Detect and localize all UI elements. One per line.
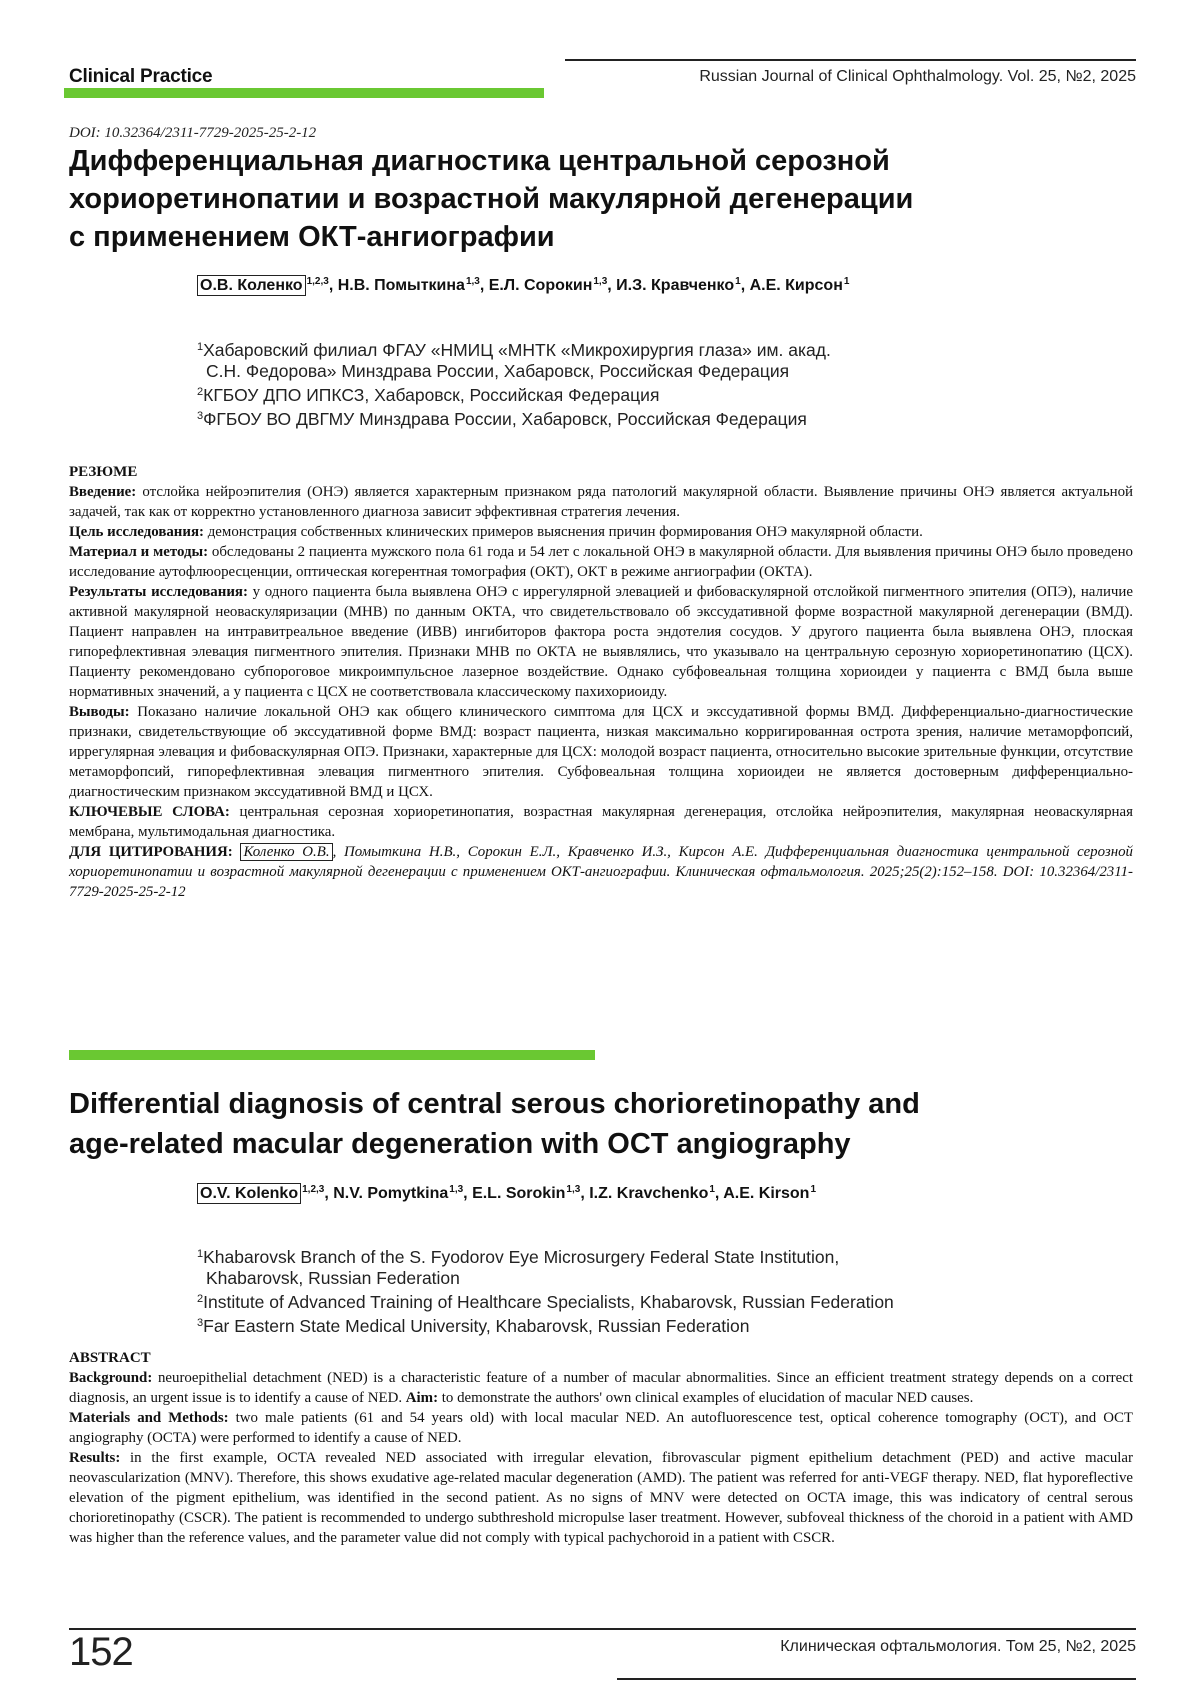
author-sup: 1,3 xyxy=(593,276,607,287)
summary-results xyxy=(69,582,1133,702)
ru-affiliation: КГБОУ ДПО ИПКСЗ, Хабаровск, Российская Федерация xyxy=(203,385,659,405)
affil-sup: 1 xyxy=(197,1248,203,1260)
text: to demonstrate the authors' own clinical examples of elucidation of macular NED causes. xyxy=(438,1390,973,1406)
section-divider-bar xyxy=(69,1050,595,1060)
en-author: , N.V. Pomytkina xyxy=(324,1185,448,1202)
abstract-results xyxy=(69,1448,1133,1548)
en-affiliations xyxy=(197,1244,894,1337)
en-title-line: Differential diagnosis of central serous chorioretinopathy and xyxy=(69,1084,1109,1124)
label: КЛЮЧЕВЫЕ СЛОВА: xyxy=(69,804,230,820)
summary-citation xyxy=(69,842,1133,902)
affil-sup: 2 xyxy=(197,386,203,398)
label: Материал и методы: xyxy=(69,544,208,560)
citation-author-boxed: Коленко О.В. xyxy=(240,843,332,861)
ru-affiliation: ФГБОУ ВО ДВГМУ Минздрава России, Хабаровск, Российская Федерация xyxy=(203,409,807,429)
text: демонстрация собственных клинических примеров выяснения причин формирования ОНЭ макулярной области. xyxy=(204,524,923,540)
ru-title-line: хориоретинопатии и возрастной макулярной дегенерации xyxy=(69,180,1109,218)
en-affiliation: Khabarovsk Branch of the S. Fyodorov Eye Microsurgery Federal State Institution, xyxy=(203,1247,839,1267)
footer-rule-left xyxy=(69,1628,1136,1630)
text: neuroepithelial detachment (NED) is a characteristic feature of a number of macular abnormalities. Since an efficient treatment strategy depends on a correct diagnosis, an urgent issue is to identify a cause of NED. xyxy=(69,1370,1133,1406)
en-abstract xyxy=(69,1348,1133,1548)
en-title xyxy=(69,1084,1109,1164)
affil-sup: 2 xyxy=(197,1293,203,1305)
ru-author: , Е.Л. Сорокин xyxy=(480,277,593,294)
footer-rule-right xyxy=(617,1678,1136,1680)
abstract-methods xyxy=(69,1408,1133,1448)
ru-affiliation: С.Н. Федорова» Минздрава России, Хабаровск, Российская Федерация xyxy=(197,361,831,382)
en-title-line: age-related macular degeneration with OCT angiography xyxy=(69,1124,1109,1164)
author-sup: 1,3 xyxy=(449,1184,463,1195)
summary-heading: РЕЗЮМЕ xyxy=(69,462,1133,482)
summary-aim xyxy=(69,522,1133,542)
summary-keywords xyxy=(69,802,1133,842)
doi: DOI: 10.32364/2311-7729-2025-25-2-12 xyxy=(69,125,316,142)
affil-sup: 3 xyxy=(197,1317,203,1329)
ru-author: , Н.В. Помыткина xyxy=(329,277,465,294)
ru-summary xyxy=(69,462,1133,902)
text: in the first example, OCTA revealed NED associated with irregular elevation, fibrovascular pigment epithelium detachment (PED) and active macular neovascularization (MNV). Therefore, this shows exudative age-related macular degeneration (AMD). The patient was referred for anti-VEGF therapy. NED, flat hyporeflective elevation of the pigment epithelium, was identified in the second patient. As no signs of MNV were detected on OCTA image, this was indicatory of central serous chorioretinopathy (CSCR). The patient is recommended to undergo subthreshold micropulse laser treatment. However, subfoveal thickness of the choroid in a patient with AMD was higher than the reference values, and the parameter value did not comply with typical pachychoroid in a patient with CSCR. xyxy=(69,1450,1133,1546)
en-authors xyxy=(197,1184,816,1203)
label: Выводы: xyxy=(69,704,130,720)
ru-affiliation: Хабаровский филиал ФГАУ «НМИЦ «МНТК «Микрохирургия глаза» им. акад. xyxy=(203,340,831,360)
en-author: , I.Z. Kravchenko xyxy=(580,1185,708,1202)
journal-footer: Клиническая офтальмология. Том 25, №2, 2025 xyxy=(780,1638,1136,1656)
label: ДЛЯ ЦИТИРОВАНИЯ: xyxy=(69,844,233,860)
author-sup: 1 xyxy=(735,276,741,287)
label: Results: xyxy=(69,1450,120,1466)
citation-text: , Помыткина Н.В., Сорокин Е.Л., Кравченко И.З., Кирсон А.Е. Дифференциальная диагностика центральной серозной хориоретинопатии и возрастной макулярной дегенерации с применением ОКТ-ангиографии. Клиническая офтальмология. 2025;25(2):152–158. DOI: 10.32364/2311-7729-2025-25-2-12 xyxy=(69,844,1133,900)
header-accent-bar xyxy=(64,88,544,98)
label: Введение: xyxy=(69,484,136,500)
ru-title xyxy=(69,142,1109,256)
ru-author: , И.З. Кравченко xyxy=(607,277,734,294)
ru-affiliations xyxy=(197,337,831,430)
summary-conclusions xyxy=(69,702,1133,802)
affil-sup: 3 xyxy=(197,410,203,422)
abstract-background xyxy=(69,1368,1133,1408)
en-author: , A.E. Kirson xyxy=(715,1185,810,1202)
text: Показано наличие локальной ОНЭ как общего клинического симптома для ЦСХ и экссудативной формы ВМД. Дифференциально-диагностические признаки, свидетельствующие об экссудативной форме ВМД: возраст пациента, низкая максимально корригированная острота зрения, наличие метаморфопсий, иррегулярная элевация и фибоваскулярная ОПЭ. Признаки, характерные для ЦСХ: молодой возраст пациента, относительно высокие зрительные функции, отсутствие метаморфопсий, гипорефлективная элевация пигментного эпителия. Субфовеальная толщина хориоидеи не является достоверным дифференциально-диагностическим признаком экссудативной ВМД и ЦСХ. xyxy=(69,704,1133,800)
summary-methods xyxy=(69,542,1133,582)
en-affiliation: Institute of Advanced Training of Healthcare Specialists, Khabarovsk, Russian Federation xyxy=(203,1292,894,1312)
ru-title-line: с применением ОКТ-ангиографии xyxy=(69,218,1109,256)
section-label: Clinical Practice xyxy=(69,66,212,88)
journal-header: Russian Journal of Clinical Ophthalmology. Vol. 25, №2, 2025 xyxy=(699,68,1136,86)
summary-introduction xyxy=(69,482,1133,522)
label: Результаты исследования: xyxy=(69,584,248,600)
author-sup: 1,2,3 xyxy=(307,276,329,287)
author-sup: 1 xyxy=(844,276,850,287)
abstract-heading: ABSTRACT xyxy=(69,1348,1133,1368)
text: обследованы 2 пациента мужского пола 61 года и 54 лет с локальной ОНЭ в макулярной области. Для выявления причины ОНЭ было проведено исследование аутофлюоресценции, оптическая когерентная томография (ОКТ), ОКТ в режиме ангиографии (ОКТА). xyxy=(69,544,1133,580)
page-number: 152 xyxy=(69,1630,133,1675)
en-author: , E.L. Sorokin xyxy=(463,1185,565,1202)
label: Materials and Methods: xyxy=(69,1410,229,1426)
text: у одного пациента была выявлена ОНЭ с иррегулярной элевацией и фибоваскулярной отслойкой пигментного эпителия (ОПЭ), наличие активной макулярной неоваскуляризации (МНВ) по данным ОКТА, что свидетельствовало об экссудативной форме возрастной макулярной дегенерации (ВМД). Пациент направлен на интравитреальное введение (ИВВ) ингибиторов фактора роста эндотелия сосудов. У другого пациента была выявлена ОНЭ, плоская гипорефлективная элевация пигментного эпителия. Признаки МНВ по ОКТА не выявлялись, что указывало на центральную серозную хориоретинопатию (ЦСХ). Пациенту рекомендовано субпороговое микроимпульсное лазерное воздействие. Однако субфовеальная толщина хориоидеи у пациента с ВМД была выше нормативных значений, а у пациента с ЦСХ не соответствовала классическому пахихориоиду. xyxy=(69,584,1133,700)
label: Aim: xyxy=(406,1390,438,1406)
label: Background: xyxy=(69,1370,152,1386)
author-sup: 1,2,3 xyxy=(302,1184,324,1195)
text: two male patients (61 and 54 years old) with local macular NED. An autofluorescence test, optical coherence tomography (OCT), and OCT angiography (OCTA) were performed to identify a cause of NED. xyxy=(69,1410,1133,1446)
en-author-boxed: O.V. Kolenko xyxy=(197,1183,301,1204)
author-sup: 1,3 xyxy=(466,276,480,287)
author-sup: 1 xyxy=(810,1184,816,1195)
text: отслойка нейроэпителия (ОНЭ) является характерным признаком ряда патологий макулярной области. Выявление причины ОНЭ является актуальной задачей, так как от корректно установленного диагноза зависит эффективная стратегия лечения. xyxy=(69,484,1133,520)
author-sup: 1,3 xyxy=(566,1184,580,1195)
text: центральная серозная хориоретинопатия, возрастная макулярная дегенерация, отслойка нейроэпителия, макулярная неоваскулярная мембрана, мультимодальная диагностика. xyxy=(69,804,1133,840)
ru-authors xyxy=(197,276,849,295)
header-rule xyxy=(565,59,1136,61)
ru-author: , А.Е. Кирсон xyxy=(741,277,843,294)
en-affiliation: Far Eastern State Medical University, Khabarovsk, Russian Federation xyxy=(203,1316,749,1336)
author-sup: 1 xyxy=(709,1184,715,1195)
affil-sup: 1 xyxy=(197,341,203,353)
label: Цель исследования: xyxy=(69,524,204,540)
ru-author-boxed: О.В. Коленко xyxy=(197,275,306,296)
en-affiliation: Khabarovsk, Russian Federation xyxy=(197,1268,894,1289)
ru-title-line: Дифференциальная диагностика центральной серозной xyxy=(69,142,1109,180)
